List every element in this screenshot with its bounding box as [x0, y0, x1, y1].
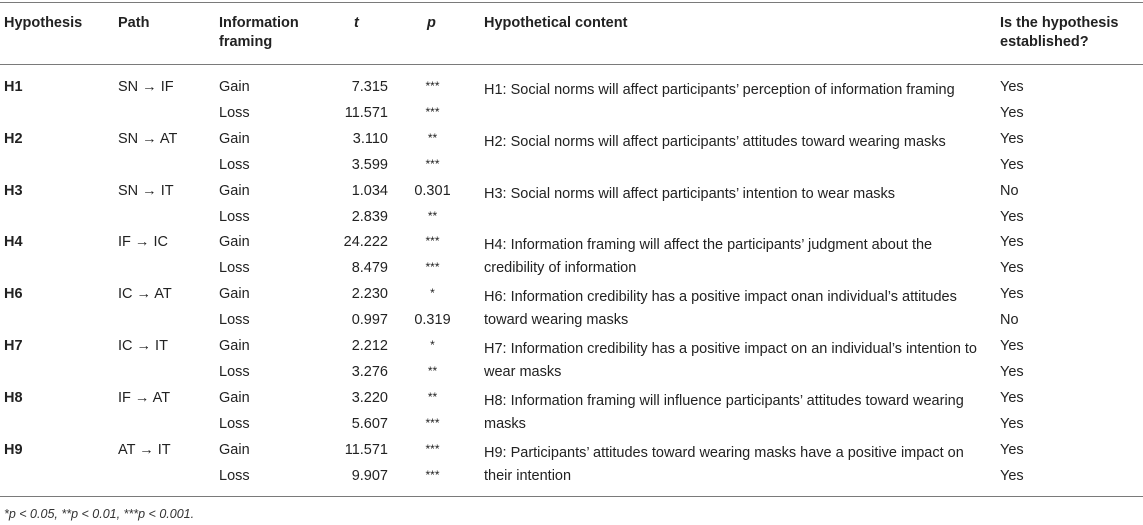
hypothesis-id: H2 — [4, 130, 23, 147]
p-value: ** — [427, 363, 438, 378]
header-established-line1: Is the hypothesis — [1000, 15, 1119, 31]
t-value: 1.034 — [351, 182, 388, 199]
header-hypothesis: Hypothesis — [4, 15, 83, 31]
header-rule — [0, 64, 1143, 65]
hypothesis-id: H9 — [4, 441, 23, 458]
p-value: ** — [427, 389, 438, 404]
t-value: 3.220 — [351, 389, 388, 406]
t-value: 2.839 — [351, 208, 388, 225]
hypothesis-content: H3: Social norms will affect participants’ intention to wear masks — [484, 185, 896, 202]
header-path: Path — [118, 15, 150, 31]
framing-cell: Gain — [219, 389, 250, 406]
framing-cell: Loss — [219, 467, 250, 484]
framing-cell: Gain — [219, 79, 250, 95]
framing-cell: Gain — [219, 286, 250, 303]
header-framing-line1: Information — [219, 15, 299, 31]
p-value: 0.301 — [414, 182, 451, 199]
hypothesis-content: H6: Information credibility has a positive impact onan individual’s attitudes toward wearing masks — [484, 289, 957, 329]
path-cell: IF → IC — [118, 234, 168, 251]
t-value: 7.315 — [351, 79, 388, 95]
t-value: 9.907 — [351, 467, 388, 484]
hypothesis-content: H2: Social norms will affect participants’ attitudes toward wearing masks — [484, 133, 946, 150]
p-value: *** — [425, 156, 440, 171]
hypothesis-content: H8: Information framing will influence participants’ attitudes toward wearing masks — [484, 392, 964, 432]
t-value: 8.479 — [351, 260, 388, 277]
p-value: * — [430, 286, 435, 301]
p-value: *** — [425, 415, 440, 430]
path-cell: SN → AT — [118, 130, 178, 147]
framing-cell: Loss — [219, 363, 250, 380]
table-top-rule — [0, 2, 1143, 3]
path-cell: SN → IT — [118, 182, 174, 199]
framing-cell: Gain — [219, 234, 250, 251]
established-cell: Yes — [1000, 156, 1024, 173]
t-value: 3.599 — [351, 156, 388, 173]
header-t: t — [354, 15, 359, 31]
framing-cell: Gain — [219, 182, 250, 199]
established-cell: Yes — [1000, 389, 1024, 406]
table-bottom-rule — [0, 496, 1143, 497]
established-cell: Yes — [1000, 104, 1024, 121]
path-cell: AT → IT — [118, 441, 171, 458]
established-cell: No — [1000, 312, 1019, 329]
established-cell: Yes — [1000, 234, 1024, 251]
header-p: p — [427, 15, 436, 31]
framing-cell: Gain — [219, 441, 250, 458]
t-value: 0.997 — [351, 312, 388, 329]
established-cell: Yes — [1000, 79, 1024, 95]
p-value: *** — [425, 234, 440, 249]
hypothesis-id: H6 — [4, 286, 23, 303]
hypothesis-id: H4 — [4, 234, 23, 251]
established-cell: Yes — [1000, 130, 1024, 147]
p-value: *** — [425, 441, 440, 456]
hypothesis-id: H1 — [4, 79, 23, 95]
established-cell: Yes — [1000, 363, 1024, 380]
hypothesis-id: H3 — [4, 182, 23, 199]
framing-cell: Loss — [219, 260, 250, 277]
path-cell: IC → AT — [118, 286, 172, 303]
hypothesis-content: H4: Information framing will affect the participants’ judgment about the credibility of information — [484, 237, 933, 277]
established-cell: Yes — [1000, 260, 1024, 277]
framing-cell: Gain — [219, 338, 250, 354]
p-value: * — [430, 338, 435, 352]
t-value: 11.571 — [344, 441, 388, 458]
framing-cell: Loss — [219, 208, 250, 225]
framing-cell: Gain — [219, 130, 250, 147]
t-value: 2.230 — [351, 286, 388, 303]
established-cell: Yes — [1000, 415, 1024, 432]
t-value: 5.607 — [351, 415, 388, 432]
path-cell: IC → IT — [118, 338, 168, 354]
t-value: 2.212 — [351, 338, 388, 354]
p-value: *** — [425, 79, 440, 93]
established-cell: Yes — [1000, 338, 1024, 354]
t-value: 3.276 — [351, 363, 388, 380]
p-value: ** — [427, 130, 438, 145]
framing-cell: Loss — [219, 312, 250, 329]
hypothesis-id: H8 — [4, 389, 23, 406]
p-value: ** — [427, 208, 438, 223]
t-value: 24.222 — [343, 234, 388, 251]
p-value: *** — [425, 260, 440, 275]
table-footnote: *p < 0.05, **p < 0.01, ***p < 0.001. — [4, 507, 195, 521]
framing-cell: Loss — [219, 156, 250, 173]
hypothesis-id: H7 — [4, 338, 23, 354]
header-content: Hypothetical content — [484, 15, 628, 31]
t-value: 11.571 — [344, 104, 388, 121]
established-cell: Yes — [1000, 441, 1024, 458]
hypothesis-content: H9: Participants’ attitudes toward wearing masks have a positive impact on their intention — [484, 444, 964, 484]
header-established-line2: established? — [1000, 34, 1089, 50]
p-value: *** — [425, 467, 440, 482]
framing-cell: Loss — [219, 415, 250, 432]
established-cell: Yes — [1000, 208, 1024, 225]
established-cell: No — [1000, 182, 1019, 199]
path-cell: SN → IF — [118, 79, 174, 95]
p-value: *** — [425, 104, 440, 119]
hypothesis-content: H7: Information credibility has a positive impact on an individual’s intention to wear masks — [484, 341, 977, 380]
p-value: 0.319 — [414, 312, 451, 329]
hypothesis-content: H1: Social norms will affect participants’ perception of information framing — [484, 82, 955, 98]
header-framing-line2: framing — [219, 34, 273, 50]
established-cell: Yes — [1000, 467, 1024, 484]
t-value: 3.110 — [352, 130, 388, 147]
established-cell: Yes — [1000, 286, 1024, 303]
framing-cell: Loss — [219, 104, 250, 121]
path-cell: IF → AT — [118, 389, 171, 406]
